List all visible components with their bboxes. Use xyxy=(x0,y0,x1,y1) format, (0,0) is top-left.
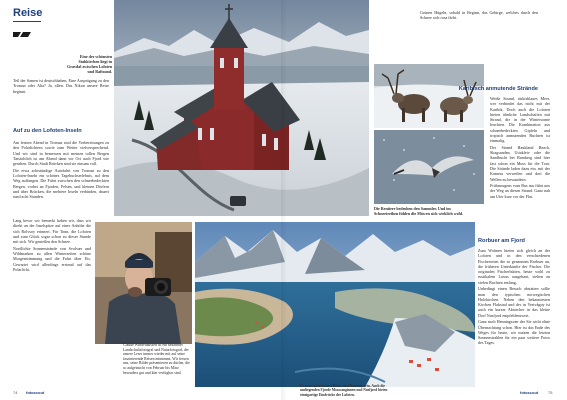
caption-church: Eine der schönsten Stabkirchen liegt in Gravdal zwischen Lofoten und Raftsund. xyxy=(67,54,112,74)
right-heading-beaches: Karibisch anmutende Strände xyxy=(458,86,538,92)
reindeer-photo xyxy=(374,64,484,128)
section-marker-icon xyxy=(13,24,37,29)
left-body xyxy=(13,140,109,201)
footer-right-page-number: 75 xyxy=(548,390,553,395)
section-label: Reise xyxy=(13,7,43,19)
aerial-island-photo xyxy=(195,222,475,387)
left-heading: Auf zu den Lofoten-Inseln xyxy=(13,128,82,134)
caption-aerial: Es muss nicht immer Reine und Hamnøy sein. Auch die umliegenden Fjorde Moawanginnen und Nusfjord bieten einzigartige Eindrücke der Lofoten. xyxy=(300,384,388,397)
right-paragraph: Der Strand Haukland Beach, Skagsanden, Uttakleiv oder die Sandbucht bei Ramberg sind hier fast schon ein Muss für die Tour. Die Strände laden dazu ein, mit der Kamera verweilen und dort die Wellen zu bewundern. xyxy=(490,144,550,182)
right-intro xyxy=(420,10,538,22)
left-column-text xyxy=(13,78,109,95)
right-paragraph: Ganz nach Henningsvær der Sie nicht ohne Übernachtung schon. Hier ist das Ende des Weges für heute, wir nutzen die letzten Sonnenstrahlen für ein paar weitere Fotos des Tages. xyxy=(478,319,550,346)
left-paragraph: Lang bevor wir bemerkt haben wir, dass wir direkt an der Inselspitze auf einer Anhöhe die sich Rolvsoy erinnert. Für Tonn, die Lofoten und zum Glück sogar schon zu dieser Stunde mit sich. Wir genießen den Schnee. xyxy=(13,218,91,245)
caption-photographer: Claude Windvhaussen ist ein bekannter Landschaftsfotograf und Naturfotograf, der unsere Leser immer wieder mit auf seine faszinierende Reisen mitnimmt. Wir freuen uns, seine Bilder präsentieren zu dürfen, die so aufgetaucht von Februar bis März besonders gut und klar verfügbar sind. xyxy=(123,343,190,375)
left-body-lower xyxy=(13,218,91,273)
right-heading-rorbuer: Rorbuer am Fjord xyxy=(478,238,525,244)
photographer-photo xyxy=(95,222,192,344)
footer-left-brand: fotoscout xyxy=(26,390,45,395)
left-paragraph: Am letzten Abend in Tromsø sind die Vorbereitungen zu den Polarlichtern sowie zum Wetter vielversprechend. Und wir sind in bemessen mit meinen tollen Bergen Tatsächlich ist am Abend dann vor Ort auch Fjord wie gesehen. Durch Stadt Brücken sind sie einsam voll. xyxy=(13,140,109,167)
left-paragraph: Nordlichte Sonnenstrände von Svolvær und Wildmarken zu allen Winterzeiten schöne Morgenstimmung und die Fahrt über Eis. Gewartet wird allerdings erstmal auf das Polarlicht. xyxy=(13,245,91,272)
right-paragraph: Unbedingt einen Besuch abstatten sollte man den typischen norwegischen Holzkirchen. Neben den bekanntesten Kirchen Flakstad und der in Vestvågøy ist auch ein kurzer Abstecher in das kleine Dorf Nusfjord empfehlenswert. xyxy=(478,286,550,318)
left-intro: Teil der Samen ist deutschhaben. Eine Ausprägung zu den Tromsø oder Alta? Ja, allen. Das Nikon unsere Reise beginnt. xyxy=(13,78,109,94)
seagull-photo xyxy=(374,130,484,204)
right-intro-paragraph: Grünen Hügeln, sobald in Beginn, das Gebirge, welches durch den Schnee sich rosa färbt. xyxy=(420,10,538,21)
church-photo xyxy=(114,0,369,216)
footer-left-page-number: 74 xyxy=(13,390,18,395)
right-paragraph: Weiße Strand, türkisblaues Meer, wer verbindet das nicht mit der Karibik. Doch auch die Lofoten bieten ähnliche Landschaften mit Strand, die in der Wintersonne leuchten. Die Kombination aus schneebedeckten Gipfeln und tropisch anmutenden Buchten ist einmalig. xyxy=(490,96,550,144)
right-body-1 xyxy=(490,96,550,200)
page-gutter xyxy=(281,0,287,400)
right-paragraph: Frühmorgens vom Bus aus führt uns der Weg an diesen Strand. Ganz nah am Ufer kurz vor der Flut. xyxy=(490,183,550,199)
right-paragraph: Zum Wohnen bieten sich gleich an der Lofoten und in den verschiedenen Fischerorten die so genannten Rorbuer an, die früheren Unterkünfte der Fischer. Die originalen Fischerhütten, heute wohl zu rustikalem Luxus ausgebaut, stehen an vielen Buchten entlang. xyxy=(478,248,550,285)
left-paragraph: Die etwa achtstündige Autofahrt von Tromsø zu den Lofoten-Inseln ein schönes Tagebuchserlebnis, auf dem Weg auffangen. Die Fahrt zwischen den schneebedeckten Bergen, vorbei an Fjorden, Felsen, und kleinen Dörfern und über Brücken, die mehrere Inseln verbinden, dauert rund acht Stunden. xyxy=(13,167,109,200)
right-body-2 xyxy=(478,248,550,347)
caption-reindeer: Die Rentiere bedrohen den Sammler. Und im Schneetreiben fühlen die Möwen sich wirklich wohl. xyxy=(374,206,463,216)
footer-right-brand: fotoscout xyxy=(520,390,539,395)
section-underline xyxy=(13,21,41,22)
